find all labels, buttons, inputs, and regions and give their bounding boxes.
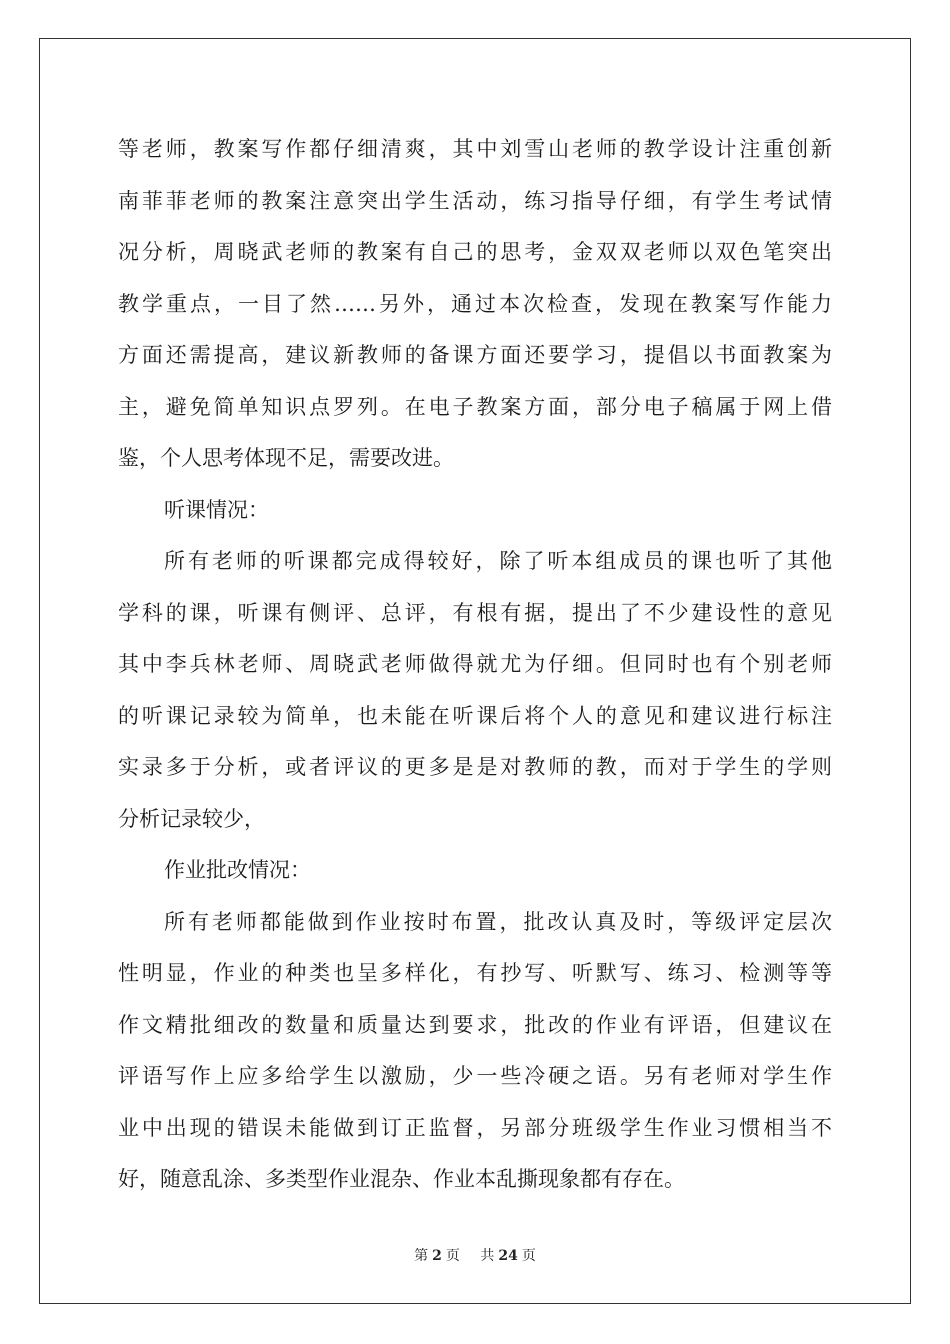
text-line: 的听课记录较为简单，也未能在听课后将个人的意见和建议进行标注 xyxy=(118,703,832,728)
section-heading-listening: 听课情况： xyxy=(164,497,269,522)
text-line: 实录多于分析，或者评议的更多是是对教师的教，而对于学生的学则 xyxy=(118,755,832,779)
page-footer xyxy=(0,1245,950,1265)
text-line: 作文精批细改的数量和质量达到要求，批改的作业有评语，但建议在 xyxy=(118,1012,832,1037)
text-line: 主，避免简单知识点罗列。在电子教案方面，部分电子稿属于网上借 xyxy=(118,394,832,419)
text-line: 况分析，周晓武老师的教案有自己的思考，金双双老师以双色笔突出 xyxy=(118,240,832,264)
section-heading-homework: 作业批改情况： xyxy=(164,858,311,882)
page-prefix: 第 xyxy=(414,1248,429,1264)
text-line: 方面还需提高，建议新教师的备课方面还要学习，提倡以书面教案为 xyxy=(118,343,832,367)
total-indicator xyxy=(476,1248,539,1264)
paragraph-start: 所有老师都能做到作业按时布置，批改认真及时，等级评定层次 xyxy=(164,909,832,934)
text-line: 南菲菲老师的教案注意突出学生活动，练习指导仔细，有学生考试情 xyxy=(118,188,832,213)
paragraph-start: 所有老师的听课都完成得较好，除了听本组成员的课也听了其他 xyxy=(164,549,832,573)
text-line: 其中李兵林老师、周晓武老师做得就尤为仔细。但同时也有个别老师 xyxy=(118,652,832,676)
text-line: 评语写作上应多给学生以激励，少一些冷硬之语。另有老师对学生作 xyxy=(118,1064,832,1088)
total-suffix: 页 xyxy=(521,1248,536,1264)
text-line: 性明显，作业的种类也呈多样化，有抄写、听默写、练习、检测等等 xyxy=(118,961,832,985)
document-body xyxy=(118,124,832,1206)
text-line: 分析记录较少， xyxy=(118,806,265,831)
page-suffix: 页 xyxy=(445,1248,460,1264)
text-line: 教学重点，一目了然……另外，通过本次检查，发现在教案写作能力 xyxy=(118,291,832,316)
total-pages: 24 xyxy=(498,1248,518,1264)
page-number: 2 xyxy=(432,1248,442,1264)
text-line: 鉴，个人思考体现不足，需要改进。 xyxy=(118,446,454,470)
total-prefix: 共 xyxy=(480,1248,495,1264)
text-line: 好，随意乱涂、多类型作业混杂、作业本乱撕现象都有存在。 xyxy=(118,1167,685,1191)
text-line: 等老师，教案写作都仔细清爽，其中刘雪山老师的教学设计注重创新 xyxy=(118,137,832,161)
text-line: 学科的课，听课有侧评、总评，有根有据，提出了不少建设性的意见 xyxy=(118,600,832,625)
page-indicator xyxy=(410,1248,464,1264)
text-line: 业中出现的错误未能做到订正监督，另部分班级学生作业习惯相当不 xyxy=(118,1115,832,1140)
